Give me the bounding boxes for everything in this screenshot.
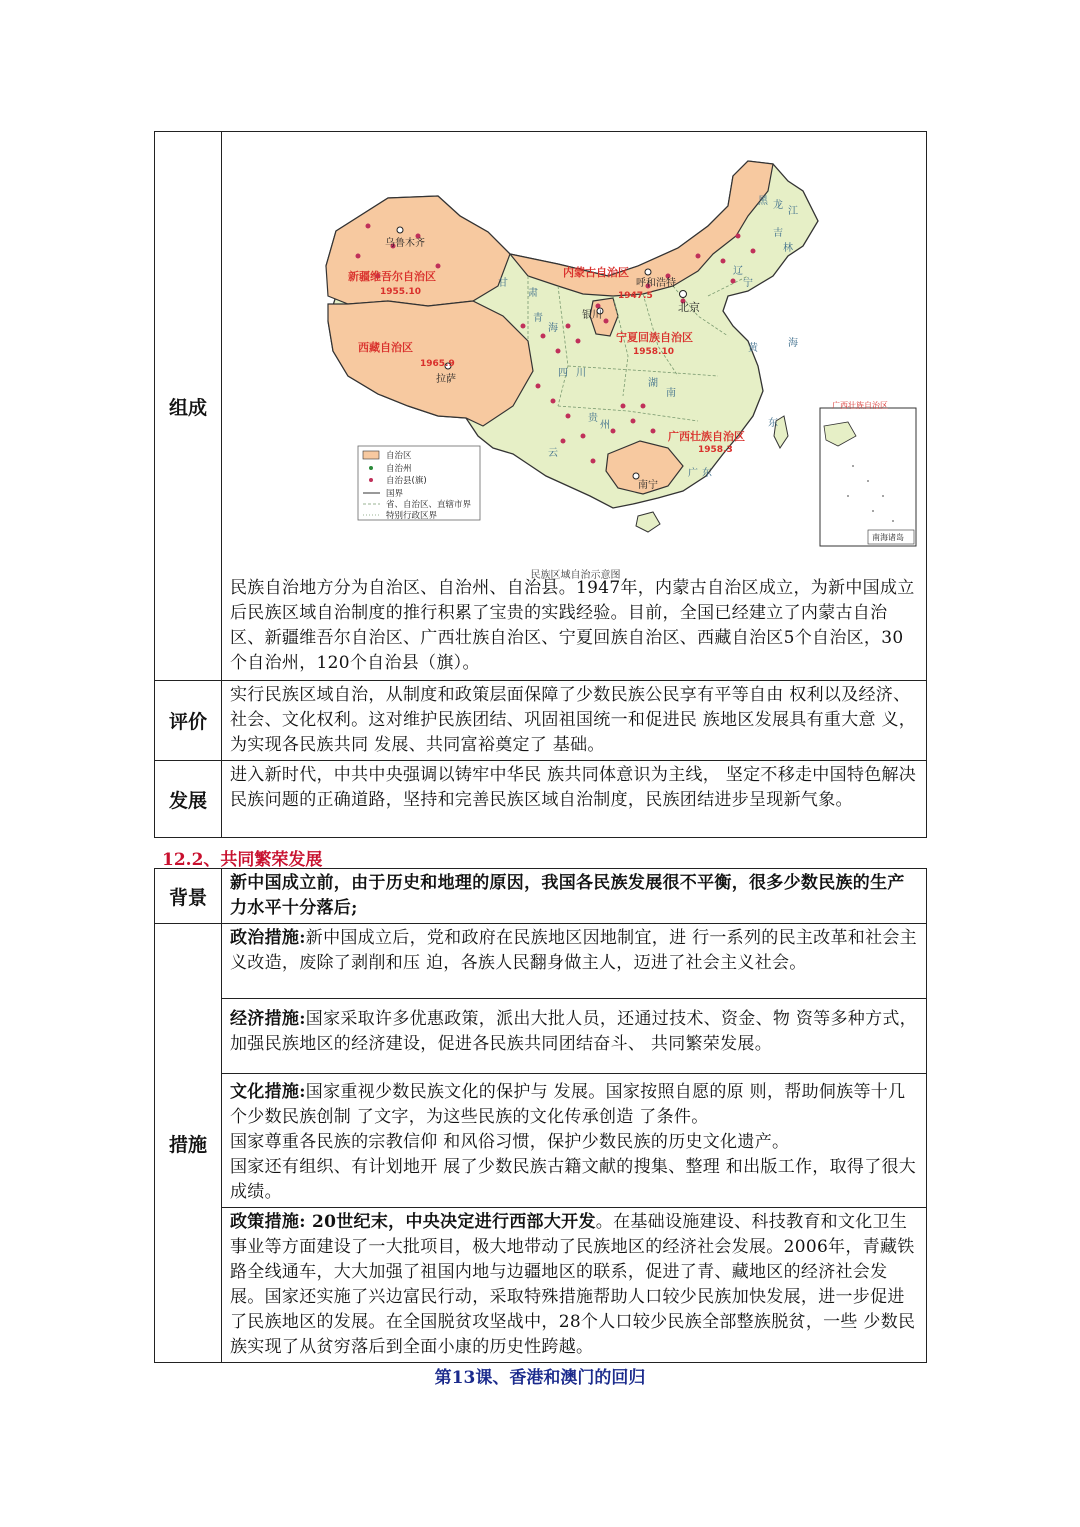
row-label-development: 发展	[155, 761, 222, 838]
cultural-text: 国家重视少数民族文化的保护与 发展。国家按照自愿的原 则，帮助侗族等十几个少数民族创制 了文字，为这些民族的文化传承创造 了条件。	[230, 1082, 906, 1127]
autonomy-map	[228, 136, 923, 581]
svg-text:1955.10: 1955.10	[380, 287, 421, 297]
svg-text:甘: 甘	[498, 278, 508, 289]
svg-text:青: 青	[533, 313, 543, 324]
svg-text:西藏自治区: 西藏自治区	[358, 341, 413, 354]
svg-text:云: 云	[548, 448, 558, 459]
cultural-text-2: 国家尊重各民族的宗教信仰 和风俗习惯，保护少数民族的历史文化遗产。	[230, 1132, 790, 1152]
svg-text:宁夏回族自治区: 宁夏回族自治区	[616, 331, 693, 344]
svg-text:黄: 黄	[748, 343, 758, 354]
svg-text:林: 林	[783, 243, 793, 254]
svg-text:海: 海	[788, 338, 798, 349]
row-cultural	[155, 1074, 927, 1208]
policy-measures	[222, 1208, 927, 1363]
svg-text:东: 东	[702, 468, 712, 479]
evaluation-text: 实行民族区域自治，从制度和政策层面保障了少数民族公民享有平等自由 权利以及经济、社会、文化权利。这对维护民族团结、巩固祖国统一和促进民 族地区发展具有重大意 义，为实现各民族共同 发展、共同富裕奠定了 基础。	[222, 681, 927, 761]
svg-text:黑: 黑	[758, 196, 768, 207]
economic-text: 国家采取许多优惠政策，派出大批人员，还通过技术、资金、物 资等多种方式，加强民族地区的经济建设，促进各民族共同团结奋斗、 共同繁荣发展。	[230, 1009, 917, 1054]
svg-text:1965.9: 1965.9	[420, 359, 455, 369]
svg-text:国界: 国界	[386, 489, 404, 499]
row-background	[155, 869, 927, 924]
svg-text:贵: 贵	[588, 413, 598, 424]
policy-head-bold-text: 20世纪末，中央决定进行西部大开发	[305, 1212, 596, 1232]
svg-text:肃: 肃	[528, 288, 538, 299]
svg-text:1947.5: 1947.5	[618, 291, 653, 301]
row-label-evaluation: 评价	[155, 681, 222, 761]
row-composition	[155, 132, 927, 681]
row-label-composition: 组成	[155, 132, 222, 681]
svg-text:乌鲁木齐: 乌鲁木齐	[385, 238, 425, 249]
svg-text:北京: 北京	[678, 301, 700, 314]
row-label-background: 背景	[155, 869, 222, 924]
row-measures	[155, 924, 927, 999]
svg-text:拉萨: 拉萨	[436, 374, 456, 385]
policy-head: 政策措施:	[230, 1212, 306, 1232]
political-text: 新中国成立后，党和政府在民族地区因地制宜，进 行一系列的民主改革和社会主义改造，废除了剥削和压 迫，各族人民翻身做主人，迈进了社会主义社会。	[230, 928, 917, 973]
svg-text:广西壮族自治区: 广西壮族自治区	[668, 430, 745, 443]
section-title: 12.2、共同繁荣发展	[162, 850, 323, 870]
svg-text:新疆维吾尔自治区: 新疆维吾尔自治区	[348, 270, 436, 283]
svg-text:南海诸岛: 南海诸岛	[872, 533, 904, 542]
svg-text:川: 川	[576, 368, 586, 379]
south-china-sea-inset	[820, 400, 916, 546]
row-label-measures: 措施	[155, 924, 222, 1363]
svg-text:1958.3: 1958.3	[698, 445, 733, 455]
composition-text: 民族自治地方分为自治区、自治州、自治县。1947年，内蒙古自治区成立，为新中国成立后民族区域自治制度的推行积累了宝贵的实践经验。目前，全国已经建立了内蒙古自治区、新疆维吾尔自治区、广西壮族自治区、宁夏回族自治区、西藏自治区5个自治区，30个自治州，120个自治县（旗）。	[230, 578, 915, 673]
map-legend	[358, 446, 480, 521]
svg-text:省、自治区、直辖市界: 省、自治区、直辖市界	[386, 500, 472, 510]
svg-text:南: 南	[666, 388, 676, 399]
svg-text:东: 东	[768, 418, 778, 429]
cultural-text-3: 国家还有组织、有计划地开 展了少数民族古籍文献的搜集、整理 和出版工作，取得了很大成绩。	[230, 1157, 917, 1202]
svg-text:银川: 银川	[582, 310, 602, 321]
composition-cell	[222, 132, 927, 681]
svg-text:内蒙古自治区: 内蒙古自治区	[563, 266, 629, 279]
svg-text:南宁: 南宁	[638, 480, 658, 491]
svg-text:四: 四	[558, 368, 568, 379]
svg-text:自治县(旗): 自治县(旗)	[386, 476, 427, 486]
row-evaluation	[155, 681, 927, 761]
china-map-svg	[228, 136, 923, 556]
policy-text: 。在基础设施建设、科技教育和文化卫生事业等方面建设了一大批项目，极大地带动了民族地区的经济社会发展。2006年，青藏铁路全线通车，大大加强了祖国内地与边疆地区的联系，促进了青、藏地区的经济社会发展。国家还实施了兴边富民行动，采取特殊措施帮助人口较少民族加快发展，进一步促进了民族地区的发展。在全国脱贫攻坚战中，28个人口较少民族全部整族脱贫，一些 少数民族实现了从贫穷落后到全面小康的历史性跨越。	[230, 1212, 916, 1357]
svg-text:江: 江	[788, 206, 798, 217]
next-lesson-title: 第13课、香港和澳门的回归	[434, 1368, 646, 1388]
svg-text:呼和浩特: 呼和浩特	[636, 278, 676, 289]
common-prosperity-table	[154, 868, 927, 1363]
svg-text:湖: 湖	[648, 378, 658, 389]
svg-text:吉: 吉	[773, 228, 783, 239]
svg-text:龙: 龙	[773, 200, 783, 211]
svg-text:宁: 宁	[743, 278, 753, 289]
background-text: 新中国成立前，由于历史和地理的原因，我国各民族发展很不平衡，很多少数民族的生产力水平十分落后;	[222, 869, 927, 924]
ethnic-autonomy-table	[154, 131, 927, 838]
svg-text:州: 州	[600, 420, 610, 431]
economic-measures	[222, 999, 927, 1074]
political-measures	[222, 924, 927, 999]
svg-text:1958.10: 1958.10	[633, 347, 674, 357]
political-head: 政治措施:	[230, 928, 306, 948]
economic-head: 经济措施:	[230, 1009, 306, 1029]
row-economic	[155, 999, 927, 1074]
svg-text:广: 广	[688, 468, 698, 479]
row-policy	[155, 1208, 927, 1363]
svg-text:自治区: 自治区	[386, 451, 412, 461]
development-text: 进入新时代，中共中央强调以铸牢中华民 族共同体意识为主线， 坚定不移走中国特色解决民族问题的正确道路，坚持和完善民族区域自治制度，民族团结进步呈现新气象。	[222, 761, 927, 838]
svg-text:辽: 辽	[733, 266, 743, 277]
svg-text:海: 海	[548, 323, 558, 334]
map-caption: 民族区域自治示意图	[530, 570, 621, 581]
cultural-head: 文化措施:	[230, 1082, 306, 1102]
cultural-measures	[222, 1074, 927, 1208]
svg-text:特别行政区界: 特别行政区界	[386, 511, 438, 521]
svg-text:广西壮族自治区: 广西壮族自治区	[832, 401, 888, 410]
svg-text:自治州: 自治州	[386, 464, 412, 474]
row-development	[155, 761, 927, 838]
